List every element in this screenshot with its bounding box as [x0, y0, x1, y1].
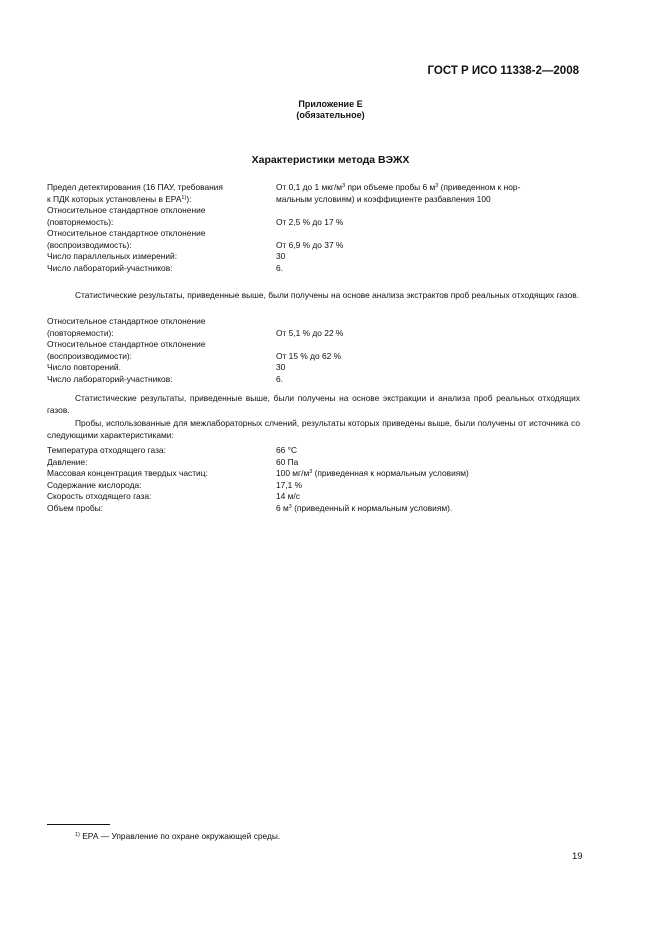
page-number: 19	[572, 851, 583, 862]
labs-count-row: Число лабораторий-участников: 6.	[47, 373, 283, 384]
reproducibility-row	[47, 228, 580, 251]
standard-designation: ГОСТ Р ИСО 11338-2—2008	[427, 65, 579, 77]
section-title: Характеристики метода ВЭЖХ	[251, 154, 410, 166]
annex-heading	[0, 99, 661, 121]
gas-velocity-row: Скорость отходящего газа: 14 м/с	[47, 491, 300, 501]
reproducibility-row	[47, 339, 580, 362]
row-label: Относительное стандартное отклонение (повторяемость):	[47, 205, 206, 227]
footnote-mark: 1)	[75, 832, 80, 838]
source-characteristics	[47, 445, 580, 514]
row-value: От 6,9 % до 37 %	[276, 239, 344, 250]
row-label: Относительное стандартное отклонение (повторяемости):	[47, 316, 206, 338]
solids-concentration-row: Массовая концентрация твердых частиц: 100 $мг/м^3$ (приведенная к нормальным условиям)	[47, 468, 469, 478]
method-characteristics-block-1	[47, 182, 580, 274]
footnote-divider	[47, 824, 110, 825]
detection-limit-row	[47, 182, 580, 205]
annex-title: Приложение Е	[298, 99, 363, 109]
repeatability-row	[47, 316, 580, 339]
repeatability-row	[47, 205, 580, 228]
repeats-row: Число повторений. 30	[47, 362, 286, 372]
row-label: Относительное стандартное отклонение (воспроизводимости):	[47, 339, 206, 361]
sample-volume-row: Объем пробы: 6 $м^3$ (приведенный к нормальным условиям).	[47, 502, 453, 513]
paragraph-2: Статистические результаты, приведенные выше, были получены на основе экстракции и анализа проб реальных отходящих газов.	[47, 393, 580, 415]
row-value: От 2,5 % до 17 %	[276, 216, 344, 227]
labs-count-row: Число лабораторий-участников: 6.	[47, 262, 283, 273]
footnote-text: ЕРА — Управление по охране окружающей среды.	[82, 831, 281, 841]
row-label: Относительное стандартное отклонение (воспроизводимость):	[47, 228, 206, 250]
row-value: От 5,1 % до 22 %	[276, 327, 344, 338]
row-value: От 15 % до 62 %	[276, 350, 342, 361]
pressure-row: Давление: 60 Па	[47, 456, 299, 467]
parallel-measurements-row: Число параллельных измерений: 30	[47, 251, 286, 261]
annex-status: (обязательное)	[296, 110, 365, 120]
paragraph-3: Пробы, использованные для межлабораторных слчений, результаты которых приведены выше, были получены от источника со следующими характеристиками:	[47, 418, 580, 440]
row-value: От 0,1 до 1 мкг/$м^3$ при объеме пробы 6 $м^3$ (приведенном к нор- мальным условиям) и коэффициенте разбавления 100	[276, 182, 521, 204]
footnote	[75, 831, 280, 841]
gas-temperature-row: Температура отходящего газа: 66 °С	[47, 445, 298, 455]
paragraph-1: Статистические результаты, приведенные выше, были получены на основе анализа экстрактов проб реальных отходящих газов.	[75, 290, 580, 300]
oxygen-row: Содержание кислорода: 17,1 %	[47, 479, 303, 490]
row-label: Предел детектирования (16 ПАУ, требования к ПДК которых установлены в ЕРА$^{1)}$):	[47, 182, 223, 204]
method-characteristics-block-2	[47, 316, 580, 385]
